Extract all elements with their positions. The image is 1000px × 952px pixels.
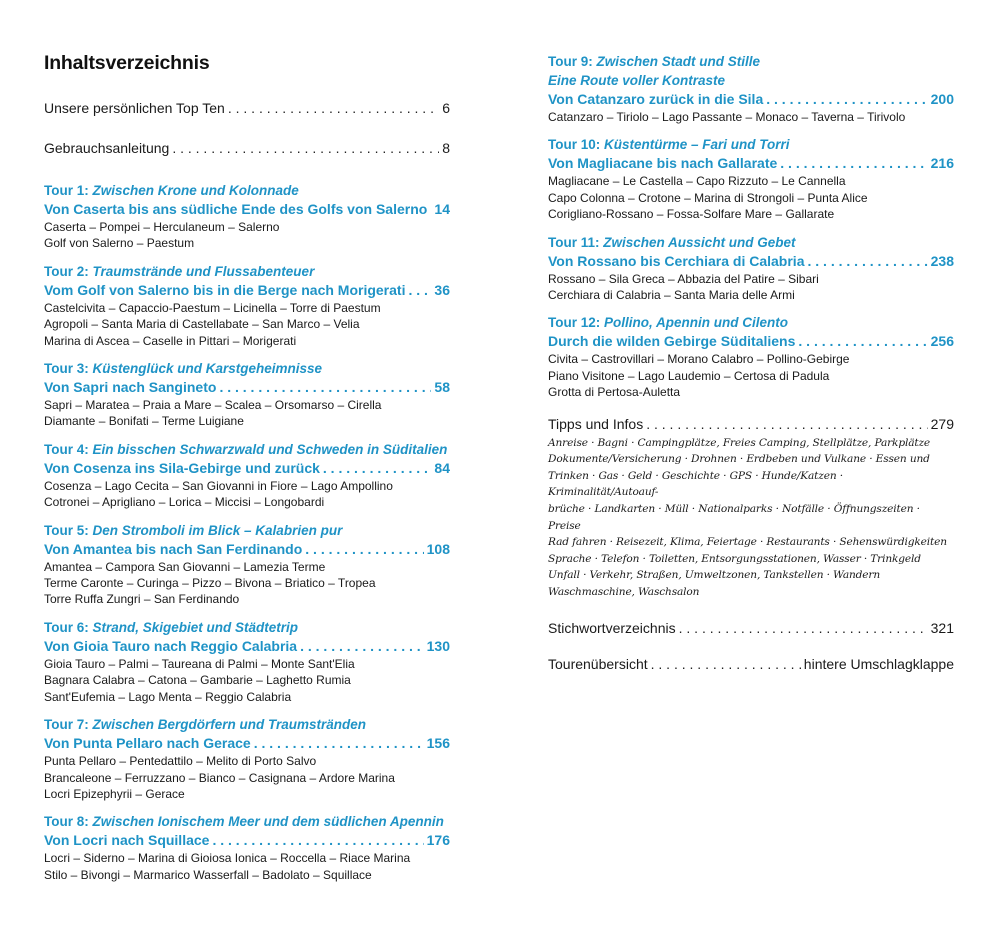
tour-places: [44, 850, 450, 883]
route-label: Vom Golf von Salerno bis in die Berge nach Morigerati: [44, 281, 406, 298]
entry-page: 321: [930, 619, 954, 636]
places-line: Cerchiara di Calabria – Santa Maria delle Armi: [548, 288, 795, 303]
tour-7[interactable]: [44, 715, 450, 802]
dot-leader: [228, 99, 439, 117]
tour-heading: [548, 313, 954, 332]
tour-number: Tour 5:: [44, 522, 89, 538]
tour-places: [44, 300, 450, 349]
route-label: Von Cosenza ins Sila-Gebirge und zurück: [44, 459, 320, 476]
tour-number: Tour 4:: [44, 441, 89, 457]
places-line: Civita – Castrovillari – Morano Calabro – Pollino-Gebirge: [548, 352, 850, 367]
dot-leader: [408, 281, 431, 300]
dot-leader: [172, 139, 439, 157]
tipps-line: Anreise · Bagni · Campingplätze, Freies Camping, Stellplätze, Parkplätze: [548, 436, 931, 449]
places-line: Amantea – Campora San Giovanni – Lamezia Terme: [44, 559, 326, 574]
tour-subtitle: Zwischen Krone und Kolonnade: [92, 183, 299, 198]
dot-leader: [430, 200, 431, 219]
tour-route: [44, 540, 450, 559]
entry-label: Unsere persönlichen Top Ten: [44, 100, 225, 116]
entry-label: Stichwortverzeichnis: [548, 619, 676, 636]
tipps-line: Waschmaschine, Waschsalon: [548, 586, 700, 598]
dot-leader: [323, 459, 432, 478]
tour-heading: [44, 618, 450, 637]
tour-heading-line2: [548, 71, 954, 90]
entry-label: Gebrauchsanleitung: [44, 140, 170, 156]
tour-places: [44, 219, 450, 252]
places-line: Corigliano-Rossano – Fossa-Solfare Mare – Gallarate: [548, 207, 835, 222]
route-label: Von Amantea bis nach San Ferdinando: [44, 540, 303, 557]
route-page: 14: [434, 201, 450, 217]
tour-number: Tour 7:: [44, 717, 89, 733]
tour-route: [44, 734, 450, 753]
tour-route: [44, 378, 450, 397]
route-page: 176: [426, 832, 450, 849]
tour-number: Tour 12:: [548, 315, 601, 331]
tour-3[interactable]: [44, 359, 450, 430]
tour-places: [44, 559, 450, 608]
tour-places: [44, 397, 450, 430]
tour-heading: [548, 52, 954, 71]
route-label: Von Locri nach Squillace: [44, 832, 210, 849]
tour-places: [548, 109, 954, 125]
route-page: 130: [426, 637, 450, 654]
places-line: Locri Epizephyrii – Gerace: [44, 786, 185, 801]
places-line: Agropoli – Santa Maria di Castellabate – San Marco – Velia: [44, 317, 360, 332]
tour-number: Tour 8:: [44, 814, 89, 830]
places-line: Torre Ruffa Zungri – San Ferdinando: [44, 592, 240, 607]
tour-route: [548, 252, 954, 271]
route-label: Von Caserta bis ans südliche Ende des Golfs von Salerno: [44, 201, 428, 217]
route-page: 108: [426, 540, 450, 557]
tour-4[interactable]: [44, 440, 450, 511]
tour-route: [44, 637, 450, 656]
tipps-line: Dokumente/Versicherung · Drohnen · Erdbeben und Vulkane · Essen und: [548, 453, 930, 466]
places-line: Capo Colonna – Crotone – Marina di Strongoli – Punta Alice: [548, 190, 868, 205]
tour-number: Tour 9:: [548, 54, 593, 69]
page-title: Inhaltsverzeichnis: [44, 52, 210, 74]
tour-heading: [548, 233, 954, 252]
tipps-line: Sprache · Telefon · Toiletten, Entsorgungsstationen, Wasser · Trinkgeld: [548, 552, 921, 565]
tour-number: Tour 1:: [44, 183, 89, 198]
tour-heading: [44, 262, 450, 281]
toc-entry-top-ten[interactable]: [44, 99, 450, 117]
tipps-line: brüche · Landkarten · Müll · Nationalparks · Notfälle · Öffnungszeiten · Preise: [548, 503, 920, 532]
tour-subtitle: Zwischen Ionischem Meer und dem südlichen Apennin: [92, 814, 444, 830]
tour-subtitle: Zwischen Aussicht und Gebet: [603, 234, 796, 250]
route-page: 216: [930, 155, 954, 172]
route-page: 156: [426, 735, 450, 752]
dot-leader: [646, 415, 927, 433]
tour-2[interactable]: [44, 262, 450, 349]
tour-number: Tour 6:: [44, 619, 89, 635]
entry-page: 6: [442, 100, 450, 116]
entry-page: hintere Umschlagklappe: [803, 655, 954, 672]
route-label: Von Magliacane bis nach Gallarate: [548, 155, 778, 172]
tour-subtitle-2: Eine Route voller Kontraste: [548, 73, 726, 88]
dot-leader: [766, 90, 927, 109]
tipps-line: Unfall · Verkehr, Straßen, Umweltzonen, Tankstellen · Wandern: [548, 569, 881, 582]
places-line: Terme Caronte – Curinga – Pizzo – Bivona – Briatico – Tropea: [44, 576, 376, 591]
entry-page: 8: [442, 140, 450, 156]
route-page: 58: [434, 379, 450, 396]
tour-number: Tour 3:: [44, 361, 89, 377]
route-page: 200: [930, 91, 954, 107]
places-line: Gioia Tauro – Palmi – Taureana di Palmi – Monte Sant'Elia: [44, 656, 355, 671]
tour-11[interactable]: [548, 233, 954, 304]
tour-places: [44, 478, 450, 511]
tour-route: [44, 281, 450, 300]
entry-label: Tourenübersicht: [548, 655, 648, 672]
tour-subtitle: Ein bisschen Schwarzwald und Schweden in Süditalien: [92, 441, 448, 457]
places-line: Cotronei – Aprigliano – Lorica – Miccisi – Longobardi: [44, 495, 325, 510]
tour-heading: [44, 715, 450, 734]
tour-route: [548, 90, 954, 109]
tour-6[interactable]: [44, 618, 450, 705]
places-line: Caserta – Pompei – Herculaneum – Salerno: [44, 220, 280, 234]
places-line: Brancaleone – Ferruzzano – Bianco – Casignana – Ardore Marina: [44, 770, 395, 785]
toc-entry-tourenuebersicht[interactable]: [548, 655, 954, 673]
route-page: 84: [434, 459, 450, 476]
tour-route: [44, 200, 450, 219]
tour-subtitle: Küstenglück und Karstgeheimnisse: [92, 361, 323, 377]
tour-subtitle: Küstentürme – Fari und Torri: [604, 137, 790, 153]
places-line: Stilo – Bivongi – Marmarico Wasserfall – Badolato – Squillace: [44, 867, 372, 882]
tour-places: [548, 271, 954, 304]
dot-leader: [651, 655, 801, 673]
tour-heading: [44, 359, 450, 378]
route-label: Durch die wilden Gebirge Süditaliens: [548, 333, 796, 350]
tour-5[interactable]: [44, 521, 450, 608]
tour-subtitle: Den Stromboli im Blick – Kalabrien pur: [92, 522, 343, 538]
places-line: Golf von Salerno – Paestum: [44, 236, 195, 251]
tour-heading: [44, 521, 450, 540]
dot-leader: [679, 619, 928, 637]
places-line: Punta Pellaro – Pentedattilo – Melito di Porto Salvo: [44, 754, 317, 769]
tour-8[interactable]: [44, 812, 450, 883]
tour-route: [548, 332, 954, 351]
tipps-topics: [548, 435, 954, 601]
toc-entry-stichwortverzeichnis[interactable]: [548, 619, 954, 637]
tour-heading: [548, 135, 954, 154]
tour-12[interactable]: [548, 313, 954, 400]
dot-leader: [254, 734, 424, 753]
route-page: 36: [434, 281, 450, 298]
route-page: 238: [930, 252, 954, 269]
route-page: 256: [930, 333, 954, 350]
tour-route: [44, 459, 450, 478]
toc-left-column: [44, 52, 450, 893]
tour-route: [44, 831, 450, 850]
tour-heading: [44, 812, 450, 831]
tour-subtitle: Traumstrände und Flussabenteuer: [92, 263, 315, 279]
tipps-line: Trinken · Gas · Geld · Geschichte · GPS · Hunde/Katzen · Kriminalität/Autoauf-: [548, 469, 843, 499]
dot-leader: [807, 252, 927, 271]
places-line: Castelcivita – Capaccio-Paestum – Licinella – Torre di Paestum: [44, 300, 381, 315]
route-label: Von Punta Pellaro nach Gerace: [44, 735, 251, 752]
dot-leader: [305, 540, 423, 559]
places-line: Cosenza – Lago Cecita – San Giovanni in Fiore – Lago Ampollino: [44, 478, 393, 493]
tipps-line: Rad fahren · Reisezeit, Klima, Feiertage · Restaurants · Sehenswürdigkeiten: [548, 536, 947, 549]
dot-leader: [212, 831, 423, 850]
tour-heading: [44, 181, 450, 200]
tour-places: [44, 753, 450, 802]
tour-1[interactable]: [44, 181, 450, 252]
entry-label: Tipps und Infos: [548, 415, 644, 432]
places-line: Locri – Siderno – Marina di Gioiosa Ionica – Roccella – Riace Marina: [44, 851, 411, 866]
places-line: Bagnara Calabra – Catona – Gambarie – Laghetto Rumia: [44, 673, 351, 688]
tour-subtitle: Zwischen Stadt und Stille: [596, 54, 761, 69]
tour-subtitle: Zwischen Bergdörfern und Traumstränden: [92, 717, 367, 733]
places-line: Grotta di Pertosa-Auletta: [548, 385, 681, 400]
dot-leader: [780, 154, 927, 173]
dot-leader: [300, 637, 424, 656]
places-line: Magliacane – Le Castella – Capo Rizzuto – Le Cannella: [548, 174, 846, 189]
places-line: Rossano – Sila Greca – Abbazia del Patire – Sibari: [548, 271, 819, 286]
tour-9[interactable]: [548, 52, 954, 125]
places-line: Piano Visitone – Lago Laudemio – Certosa di Padula: [548, 368, 830, 383]
tour-subtitle: Pollino, Apennin und Cilento: [604, 315, 789, 331]
tour-places: [548, 351, 954, 400]
places-line: Diamante – Bonifati – Terme Luigiane: [44, 414, 244, 429]
tour-10[interactable]: [548, 135, 954, 222]
tour-number: Tour 11:: [548, 234, 600, 250]
entry-page: 279: [930, 415, 954, 432]
dot-leader: [798, 332, 927, 351]
route-label: Von Gioia Tauro nach Reggio Calabria: [44, 637, 298, 654]
toc-right-column: [548, 52, 954, 673]
tour-route: [548, 154, 954, 173]
dot-leader: [219, 378, 431, 397]
route-label: Von Rossano bis Cerchiara di Calabria: [548, 252, 805, 269]
tour-number: Tour 2:: [44, 263, 89, 279]
tour-subtitle: Strand, Skigebiet und Städtetrip: [92, 619, 299, 635]
toc-entry-tipps[interactable]: [548, 415, 954, 433]
route-label: Von Sapri nach Sangineto: [44, 379, 217, 396]
tour-places: [44, 656, 450, 705]
tour-places: [548, 173, 954, 222]
tour-heading: [44, 440, 450, 459]
places-line: Sant'Eufemia – Lago Menta – Reggio Calabria: [44, 689, 292, 704]
tour-number: Tour 10:: [548, 137, 601, 153]
toc-entry-gebrauchsanleitung[interactable]: [44, 139, 450, 157]
route-label: Von Catanzaro zurück in die Sila: [548, 91, 764, 107]
places-line: Marina di Ascea – Caselle in Pittari – Morigerati: [44, 333, 297, 348]
places-line: Catanzaro – Tiriolo – Lago Passante – Monaco – Taverna – Tirivolo: [548, 110, 906, 124]
places-line: Sapri – Maratea – Praia a Mare – Scalea – Orsomarso – Cirella: [44, 398, 382, 413]
